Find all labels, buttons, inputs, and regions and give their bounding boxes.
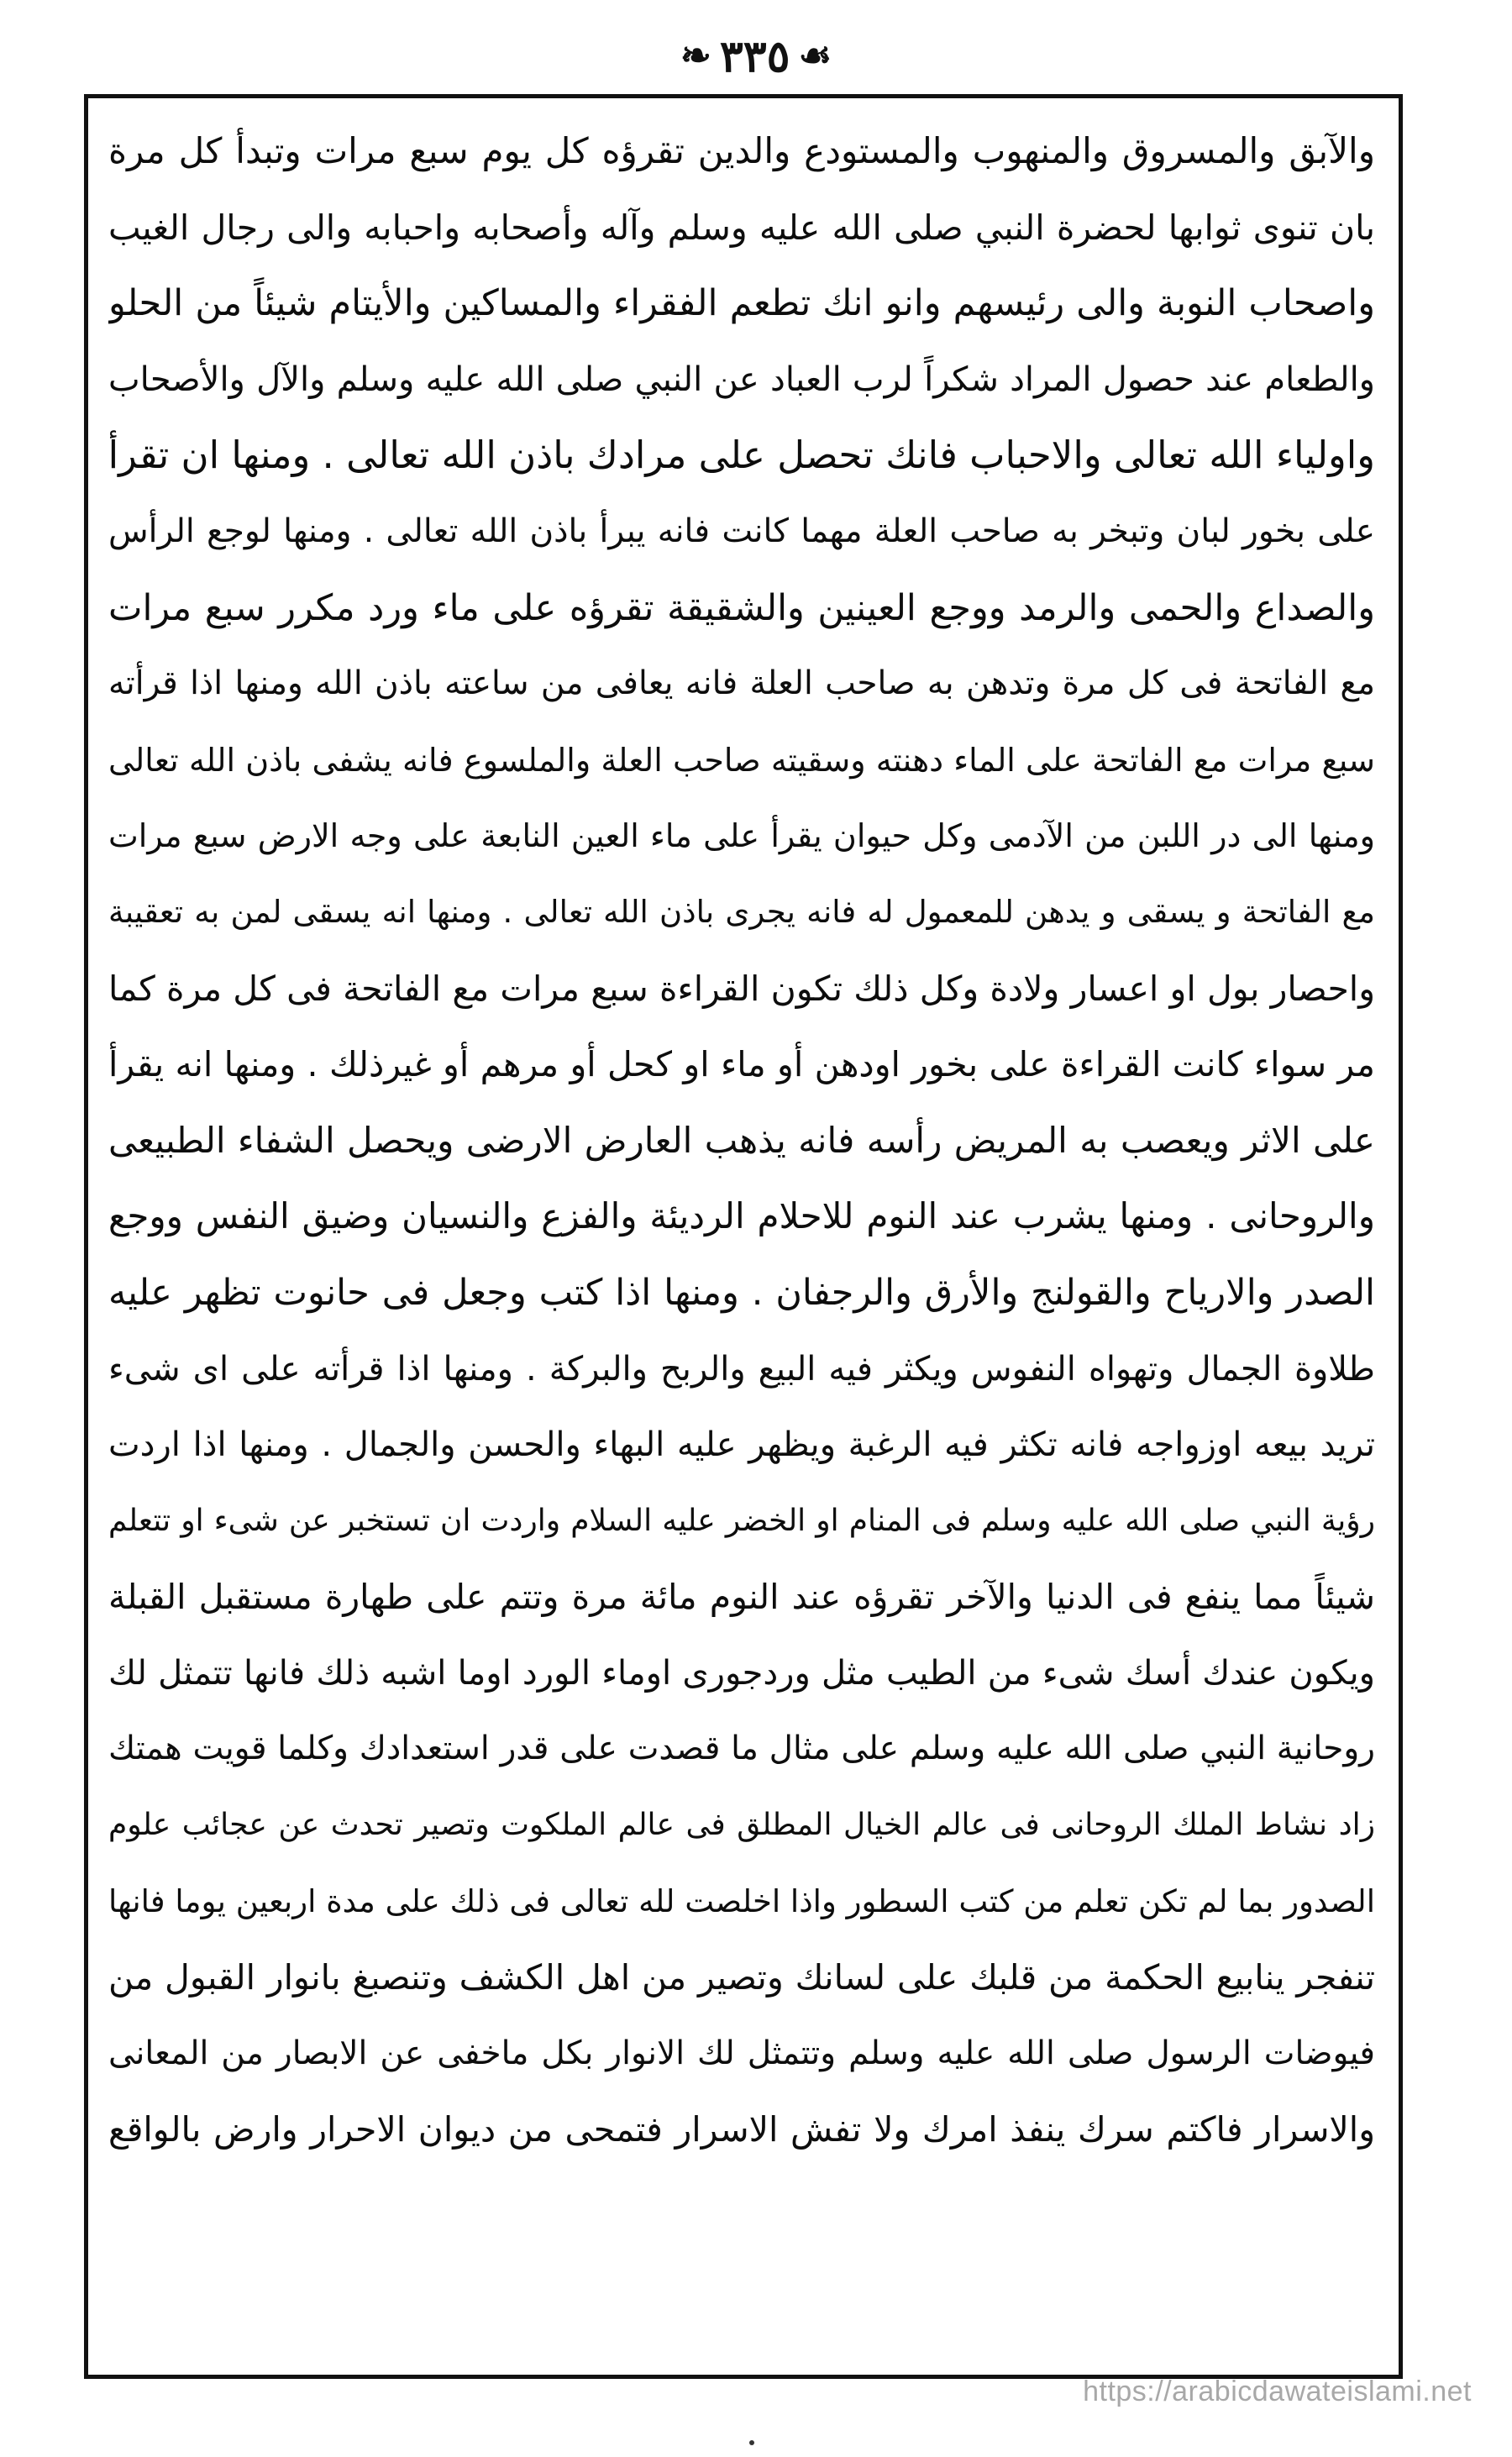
text-line: رؤية النبي صلى الله عليه وسلم فى المنام او الخضر عليه السلام واردت ان تستخبر عن شىء او تتعلم: [108, 1503, 1375, 1538]
text-line: الصدر والارياح والقولنج والأرق والرجفان . ومنها اذا كتب وجعل فى حانوت تظهر عليه: [108, 1271, 1375, 1314]
text-line: واولياء الله تعالى والاحباب فانك تحصل على مرادك باذن الله تعالى . ومنها ان تقرأ: [108, 433, 1375, 478]
right-ornament-icon: ☙: [798, 34, 832, 77]
text-frame: [84, 94, 1403, 2379]
text-line: تنفجر ينابيع الحكمة من قلبك على لسانك وتصير من اهل الكشف وتنصبغ بانوار القبول من: [108, 1957, 1375, 1998]
source-watermark: https://arabicdawateislami.net: [1083, 2376, 1472, 2407]
text-line: مع الفاتحة فى كل مرة وتدهن به صاحب العلة فانه يعافى من ساعته باذن الله ومنها اذا قرأته: [108, 664, 1375, 703]
text-line: على بخور لبان وتبخر به صاحب العلة مهما كانت فانه يبرأ باذن الله تعالى . ومنها لوجع الرأس: [108, 512, 1375, 550]
text-line: الصدور بما لم تكن تعلم من كتب السطور واذا اخلصت لله تعالى فى ذلك على مدة اربعين يوما فانها: [108, 1882, 1375, 1919]
text-line: والاسرار فاكتم سرك ينفذ امرك ولا تفش الاسرار فتمحى من ديوان الاحرار وارض بالواقع: [108, 2109, 1375, 2150]
left-ornament-icon: ❧: [680, 34, 711, 77]
page-header: [0, 18, 1512, 94]
text-line: والروحانى . ومنها يشرب عند النوم للاحلام الرديئة والفزع والنسيان وضيق النفس ووجع: [108, 1195, 1375, 1237]
text-line: على الاثر ويعصب به المريض رأسه فانه يذهب العارض الارضى ويحصل الشفاء الطبيعى: [108, 1119, 1375, 1161]
page-number: ٣٣٥: [719, 30, 790, 82]
text-line: بان تنوى ثوابها لحضرة النبي صلى الله عليه وسلم وآله وأصحابه واحبابه والى رجال الغيب: [108, 207, 1375, 248]
text-line: واصحاب النوبة والى رئيسهم وانو انك تطعم الفقراء والمساكين والأيتام شيئاً من الحلو: [108, 282, 1375, 325]
bottom-dot: [749, 2440, 754, 2445]
text-line: شيئاً مما ينفع فى الدنيا والآخر تقرؤه عند النوم مائة مرة وتتم على طهارة مستقبل القبلة: [108, 1577, 1375, 1618]
text-line: والطعام عند حصول المراد شكراً لرب العباد عن النبي صلى الله عليه وسلم والآل والأصحاب: [108, 360, 1375, 399]
text-line: سبع مرات مع الفاتحة على الماء دهنته وسقيته صاحب العلة والملسوع فانه يشفى باذن الله تعالى: [108, 741, 1375, 779]
text-line: تريد بيعه اوزواجه فانه تكثر فيه الرغبة ويظهر عليه البهاء والحسن والجمال . ومنها اذا اردت: [108, 1425, 1375, 1465]
body-text: [108, 113, 1375, 2168]
page-number-block: [680, 31, 832, 82]
text-line: مع الفاتحة و يسقى و يدهن للمعمول له فانه يجرى باذن الله تعالى . ومنها انه يسقى لمن به تعقيبة: [108, 893, 1375, 930]
text-line: واحصار بول او اعسار ولادة وكل ذلك تكون القراءة سبع مرات مع الفاتحة فى كل مرة كما: [108, 968, 1375, 1009]
text-line: والصداع والحمى والرمد ووجع العينين والشقيقة تقرؤه على ماء ورد مكرر سبع مرات: [108, 586, 1375, 629]
text-line: فيوضات الرسول صلى الله عليه وسلم وتتمثل لك الانوار بكل ماخفى عن الابصار من المعانى: [108, 2034, 1375, 2072]
text-line: زاد نشاط الملك الروحانى فى عالم الخيال المطلق فى عالم الملكوت وتصير تحدث عن عجائب علوم: [108, 1808, 1375, 1843]
text-line: ومنها الى در اللبن من الآدمى وكل حيوان يقرأ على ماء العين النابعة على وجه الارض سبع مرات: [108, 817, 1375, 855]
text-line: والآبق والمسروق والمنهوب والمستودع والدين تقرؤه كل يوم سبع مرات وتبدأ كل مرة: [108, 130, 1375, 171]
text-line: مر سواء كانت القراءة على بخور اودهن أو ماء او كحل أو مرهم أو غيرذلك . ومنها انه يقرأ: [108, 1044, 1375, 1085]
text-line: ويكون عندك أسك شىء من الطيب مثل وردجورى اوماء الورد اوما اشبه ذلك فانها تتمثل لك: [108, 1653, 1375, 1693]
text-line: روحانية النبي صلى الله عليه وسلم على مثال ما قصدت على قدر استعدادك وكلما قويت همتك: [108, 1730, 1375, 1768]
text-line: طلاوة الجمال وتهواه النفوس ويكثر فيه البيع والربح والبركة . ومنها اذا قرأته على اى شىء: [108, 1349, 1375, 1389]
